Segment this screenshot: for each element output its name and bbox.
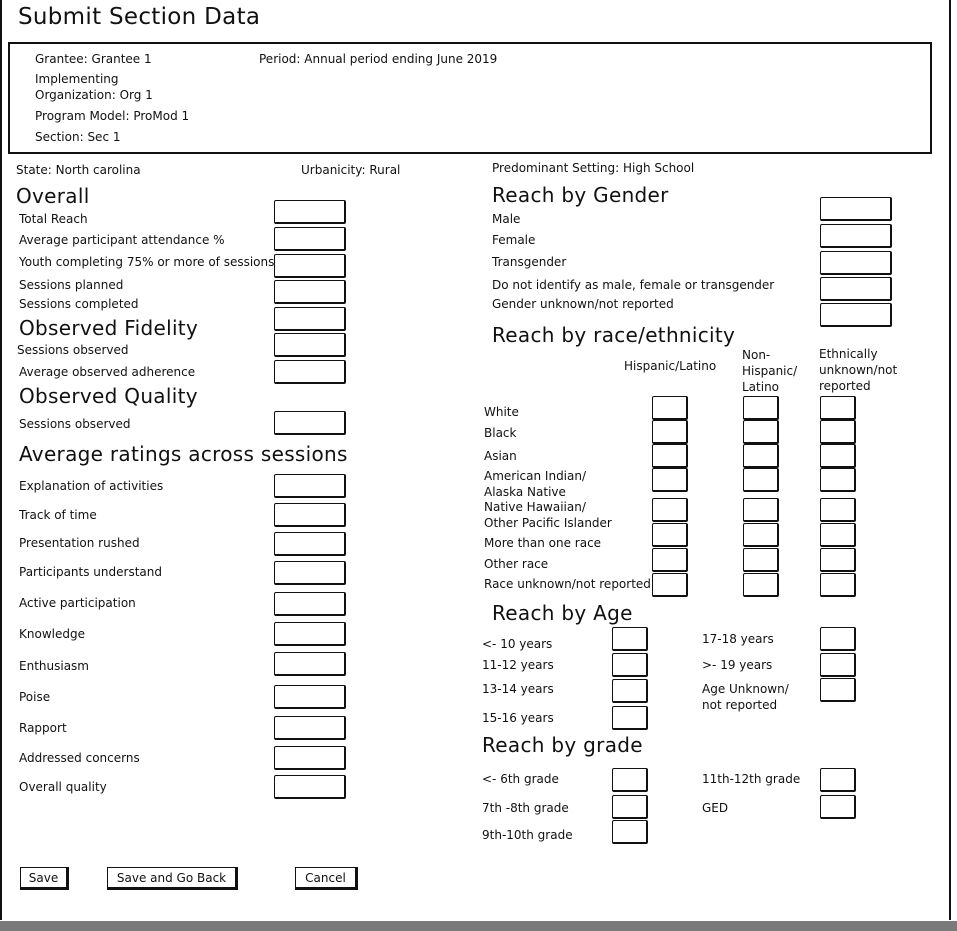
adherence-input[interactable] <box>274 360 346 384</box>
race-multiple-hispanic-input[interactable] <box>652 523 688 547</box>
youth-completing-input[interactable] <box>274 254 346 278</box>
age-15-16-label: 15-16 years <box>482 711 554 725</box>
age-unknown-label-2: not reported <box>702 698 778 712</box>
race-native-hawaiian-label-1: Native Hawaiian/ <box>484 500 586 514</box>
page-title: Submit Section Data <box>18 4 261 30</box>
gender-unknown-input[interactable] <box>820 303 892 327</box>
window-frame-right <box>949 0 951 920</box>
grade-9-10-input[interactable] <box>612 820 648 844</box>
grade-ged-input[interactable] <box>820 795 856 819</box>
overall-heading: Overall <box>16 184 90 208</box>
rating-enthusiasm-input[interactable] <box>274 652 346 676</box>
race-other-label: Other race <box>484 557 549 571</box>
grantee-label: Grantee: Grantee 1 <box>35 52 152 66</box>
race-unknown-unknown-input[interactable] <box>820 573 856 597</box>
rating-understand-label: Participants understand <box>19 565 162 579</box>
race-white-non-hispanic-input[interactable] <box>743 396 779 420</box>
race-native-hawaiian-hispanic-input[interactable] <box>652 498 688 522</box>
race-asian-hispanic-input[interactable] <box>652 444 688 468</box>
race-other-unknown-input[interactable] <box>820 548 856 572</box>
race-american-indian-label-2: Alaska Native <box>484 485 566 499</box>
race-american-indian-unknown-input[interactable] <box>820 468 856 492</box>
rating-explanation-input[interactable] <box>274 474 346 498</box>
race-unknown-label: Race unknown/not reported <box>484 577 651 591</box>
gender-transgender-label: Transgender <box>492 255 567 269</box>
window-frame-left <box>0 0 2 920</box>
race-black-non-hispanic-input[interactable] <box>743 420 779 444</box>
rating-poise-input[interactable] <box>274 685 346 709</box>
period-label: Period: Annual period ending June 2019 <box>259 52 498 66</box>
gender-unknown-label: Gender unknown/not reported <box>492 297 674 311</box>
rating-track-time-input[interactable] <box>274 503 346 527</box>
age-13-14-input[interactable] <box>612 679 648 703</box>
gender-female-input[interactable] <box>820 224 892 248</box>
sessions-completed-input[interactable] <box>274 307 346 331</box>
grade-ged-label: GED <box>702 801 729 815</box>
race-native-hawaiian-label-2: Other Pacific Islander <box>484 516 612 530</box>
age-under-10-input[interactable] <box>612 627 648 651</box>
attendance-label: Average participant attendance % <box>19 233 225 247</box>
attendance-input[interactable] <box>274 227 346 251</box>
urbanicity-label: Urbanicity: Rural <box>301 163 401 177</box>
race-black-unknown-input[interactable] <box>820 420 856 444</box>
race-white-label: White <box>484 405 519 419</box>
gender-male-input[interactable] <box>820 197 892 221</box>
gender-not-identify-input[interactable] <box>820 277 892 301</box>
grade-under-6-input[interactable] <box>612 768 648 792</box>
setting-label: Predominant Setting: High School <box>492 161 695 175</box>
col-non-hispanic-label-2: Hispanic/ <box>742 364 798 378</box>
race-multiple-unknown-input[interactable] <box>820 523 856 547</box>
grade-7-8-label: 7th -8th grade <box>482 801 569 815</box>
grade-7-8-input[interactable] <box>612 795 648 819</box>
quality-heading: Observed Quality <box>19 384 198 408</box>
race-asian-unknown-input[interactable] <box>820 444 856 468</box>
age-17-18-label: 17-18 years <box>702 632 774 646</box>
rating-overall-quality-input[interactable] <box>274 775 346 799</box>
grade-11-12-input[interactable] <box>820 768 856 792</box>
rating-rapport-label: Rapport <box>19 721 67 735</box>
race-other-non-hispanic-input[interactable] <box>743 548 779 572</box>
fidelity-sessions-observed-label: Sessions observed <box>17 343 129 357</box>
age-heading: Reach by Age <box>492 601 633 625</box>
race-other-hispanic-input[interactable] <box>652 548 688 572</box>
race-black-hispanic-input[interactable] <box>652 420 688 444</box>
age-unknown-input[interactable] <box>820 678 856 702</box>
race-white-hispanic-input[interactable] <box>652 396 688 420</box>
cancel-button[interactable]: Cancel <box>295 867 358 890</box>
race-american-indian-non-hispanic-input[interactable] <box>743 468 779 492</box>
fidelity-heading: Observed Fidelity <box>19 316 199 340</box>
rating-knowledge-input[interactable] <box>274 622 346 646</box>
total-reach-input[interactable] <box>274 200 346 224</box>
bottom-scroll-bar <box>0 921 957 931</box>
grade-9-10-label: 9th-10th grade <box>482 828 573 842</box>
race-native-hawaiian-non-hispanic-input[interactable] <box>743 498 779 522</box>
organization-label: Organization: Org 1 <box>35 88 153 102</box>
gender-female-label: Female <box>492 233 536 247</box>
rating-enthusiasm-label: Enthusiasm <box>19 659 89 673</box>
col-non-hispanic-label-1: Non- <box>742 348 771 362</box>
quality-sessions-observed-label: Sessions observed <box>19 417 131 431</box>
rating-active-label: Active participation <box>19 596 136 610</box>
race-american-indian-hispanic-input[interactable] <box>652 468 688 492</box>
col-unknown-label-1: Ethnically <box>819 347 878 361</box>
fidelity-sessions-observed-input[interactable] <box>274 333 346 357</box>
rating-explanation-label: Explanation of activities <box>19 479 164 493</box>
age-19-plus-label: >- 19 years <box>702 658 773 672</box>
race-american-indian-label-1: American Indian/ <box>484 469 587 483</box>
state-label: State: North carolina <box>16 163 141 177</box>
race-unknown-hispanic-input[interactable] <box>652 573 688 597</box>
rating-rushed-input[interactable] <box>274 532 346 556</box>
rating-concerns-input[interactable] <box>274 746 346 770</box>
gender-not-identify-label: Do not identify as male, female or transgender <box>492 278 775 292</box>
sessions-planned-input[interactable] <box>274 280 346 304</box>
implementing-label: Implementing <box>35 72 119 86</box>
rating-concerns-label: Addressed concerns <box>19 751 140 765</box>
sessions-completed-label: Sessions completed <box>19 297 139 311</box>
age-11-12-input[interactable] <box>612 653 648 677</box>
age-11-12-label: 11-12 years <box>482 658 554 672</box>
grade-heading: Reach by grade <box>482 733 643 757</box>
race-heading: Reach by race/ethnicity <box>492 323 736 347</box>
sessions-planned-label: Sessions planned <box>19 278 124 292</box>
rating-rapport-input[interactable] <box>274 716 346 740</box>
program-model-label: Program Model: ProMod 1 <box>35 109 190 123</box>
race-black-label: Black <box>484 426 517 440</box>
save-button[interactable]: Save <box>20 867 69 890</box>
section-label: Section: Sec 1 <box>35 130 121 144</box>
rating-active-input[interactable] <box>274 592 346 616</box>
col-unknown-label-3: reported <box>819 379 871 393</box>
race-white-unknown-input[interactable] <box>820 396 856 420</box>
total-reach-label: Total Reach <box>19 212 88 226</box>
age-13-14-label: 13-14 years <box>482 682 554 696</box>
col-hispanic-label: Hispanic/Latino <box>624 359 717 373</box>
race-unknown-non-hispanic-input[interactable] <box>743 573 779 597</box>
ratings-heading: Average ratings across sessions <box>19 442 348 466</box>
rating-knowledge-label: Knowledge <box>19 627 85 641</box>
race-multiple-label: More than one race <box>484 536 602 550</box>
rating-rushed-label: Presentation rushed <box>19 536 140 550</box>
rating-track-time-label: Track of time <box>19 508 97 522</box>
age-17-18-input[interactable] <box>820 627 856 651</box>
age-unknown-label-1: Age Unknown/ <box>702 682 789 696</box>
race-multiple-non-hispanic-input[interactable] <box>743 523 779 547</box>
adherence-label: Average observed adherence <box>19 365 196 379</box>
gender-transgender-input[interactable] <box>820 251 892 275</box>
rating-poise-label: Poise <box>19 690 51 704</box>
grade-under-6-label: <- 6th grade <box>482 772 559 786</box>
race-asian-label: Asian <box>484 449 517 463</box>
rating-overall-quality-label: Overall quality <box>19 780 107 794</box>
gender-male-label: Male <box>492 212 521 226</box>
age-under-10-label: <- 10 years <box>482 637 553 651</box>
race-asian-non-hispanic-input[interactable] <box>743 444 779 468</box>
col-non-hispanic-label-3: Latino <box>742 380 780 394</box>
save-and-go-back-button[interactable]: Save and Go Back <box>107 867 238 890</box>
col-unknown-label-2: unknown/not <box>819 363 898 377</box>
youth-completing-label: Youth completing 75% or more of sessions <box>19 255 275 269</box>
age-15-16-input[interactable] <box>612 706 648 730</box>
grade-11-12-label: 11th-12th grade <box>702 772 801 786</box>
race-native-hawaiian-unknown-input[interactable] <box>820 498 856 522</box>
rating-understand-input[interactable] <box>274 561 346 585</box>
quality-sessions-observed-input[interactable] <box>274 411 346 435</box>
gender-heading: Reach by Gender <box>492 183 669 207</box>
age-19-plus-input[interactable] <box>820 653 856 677</box>
